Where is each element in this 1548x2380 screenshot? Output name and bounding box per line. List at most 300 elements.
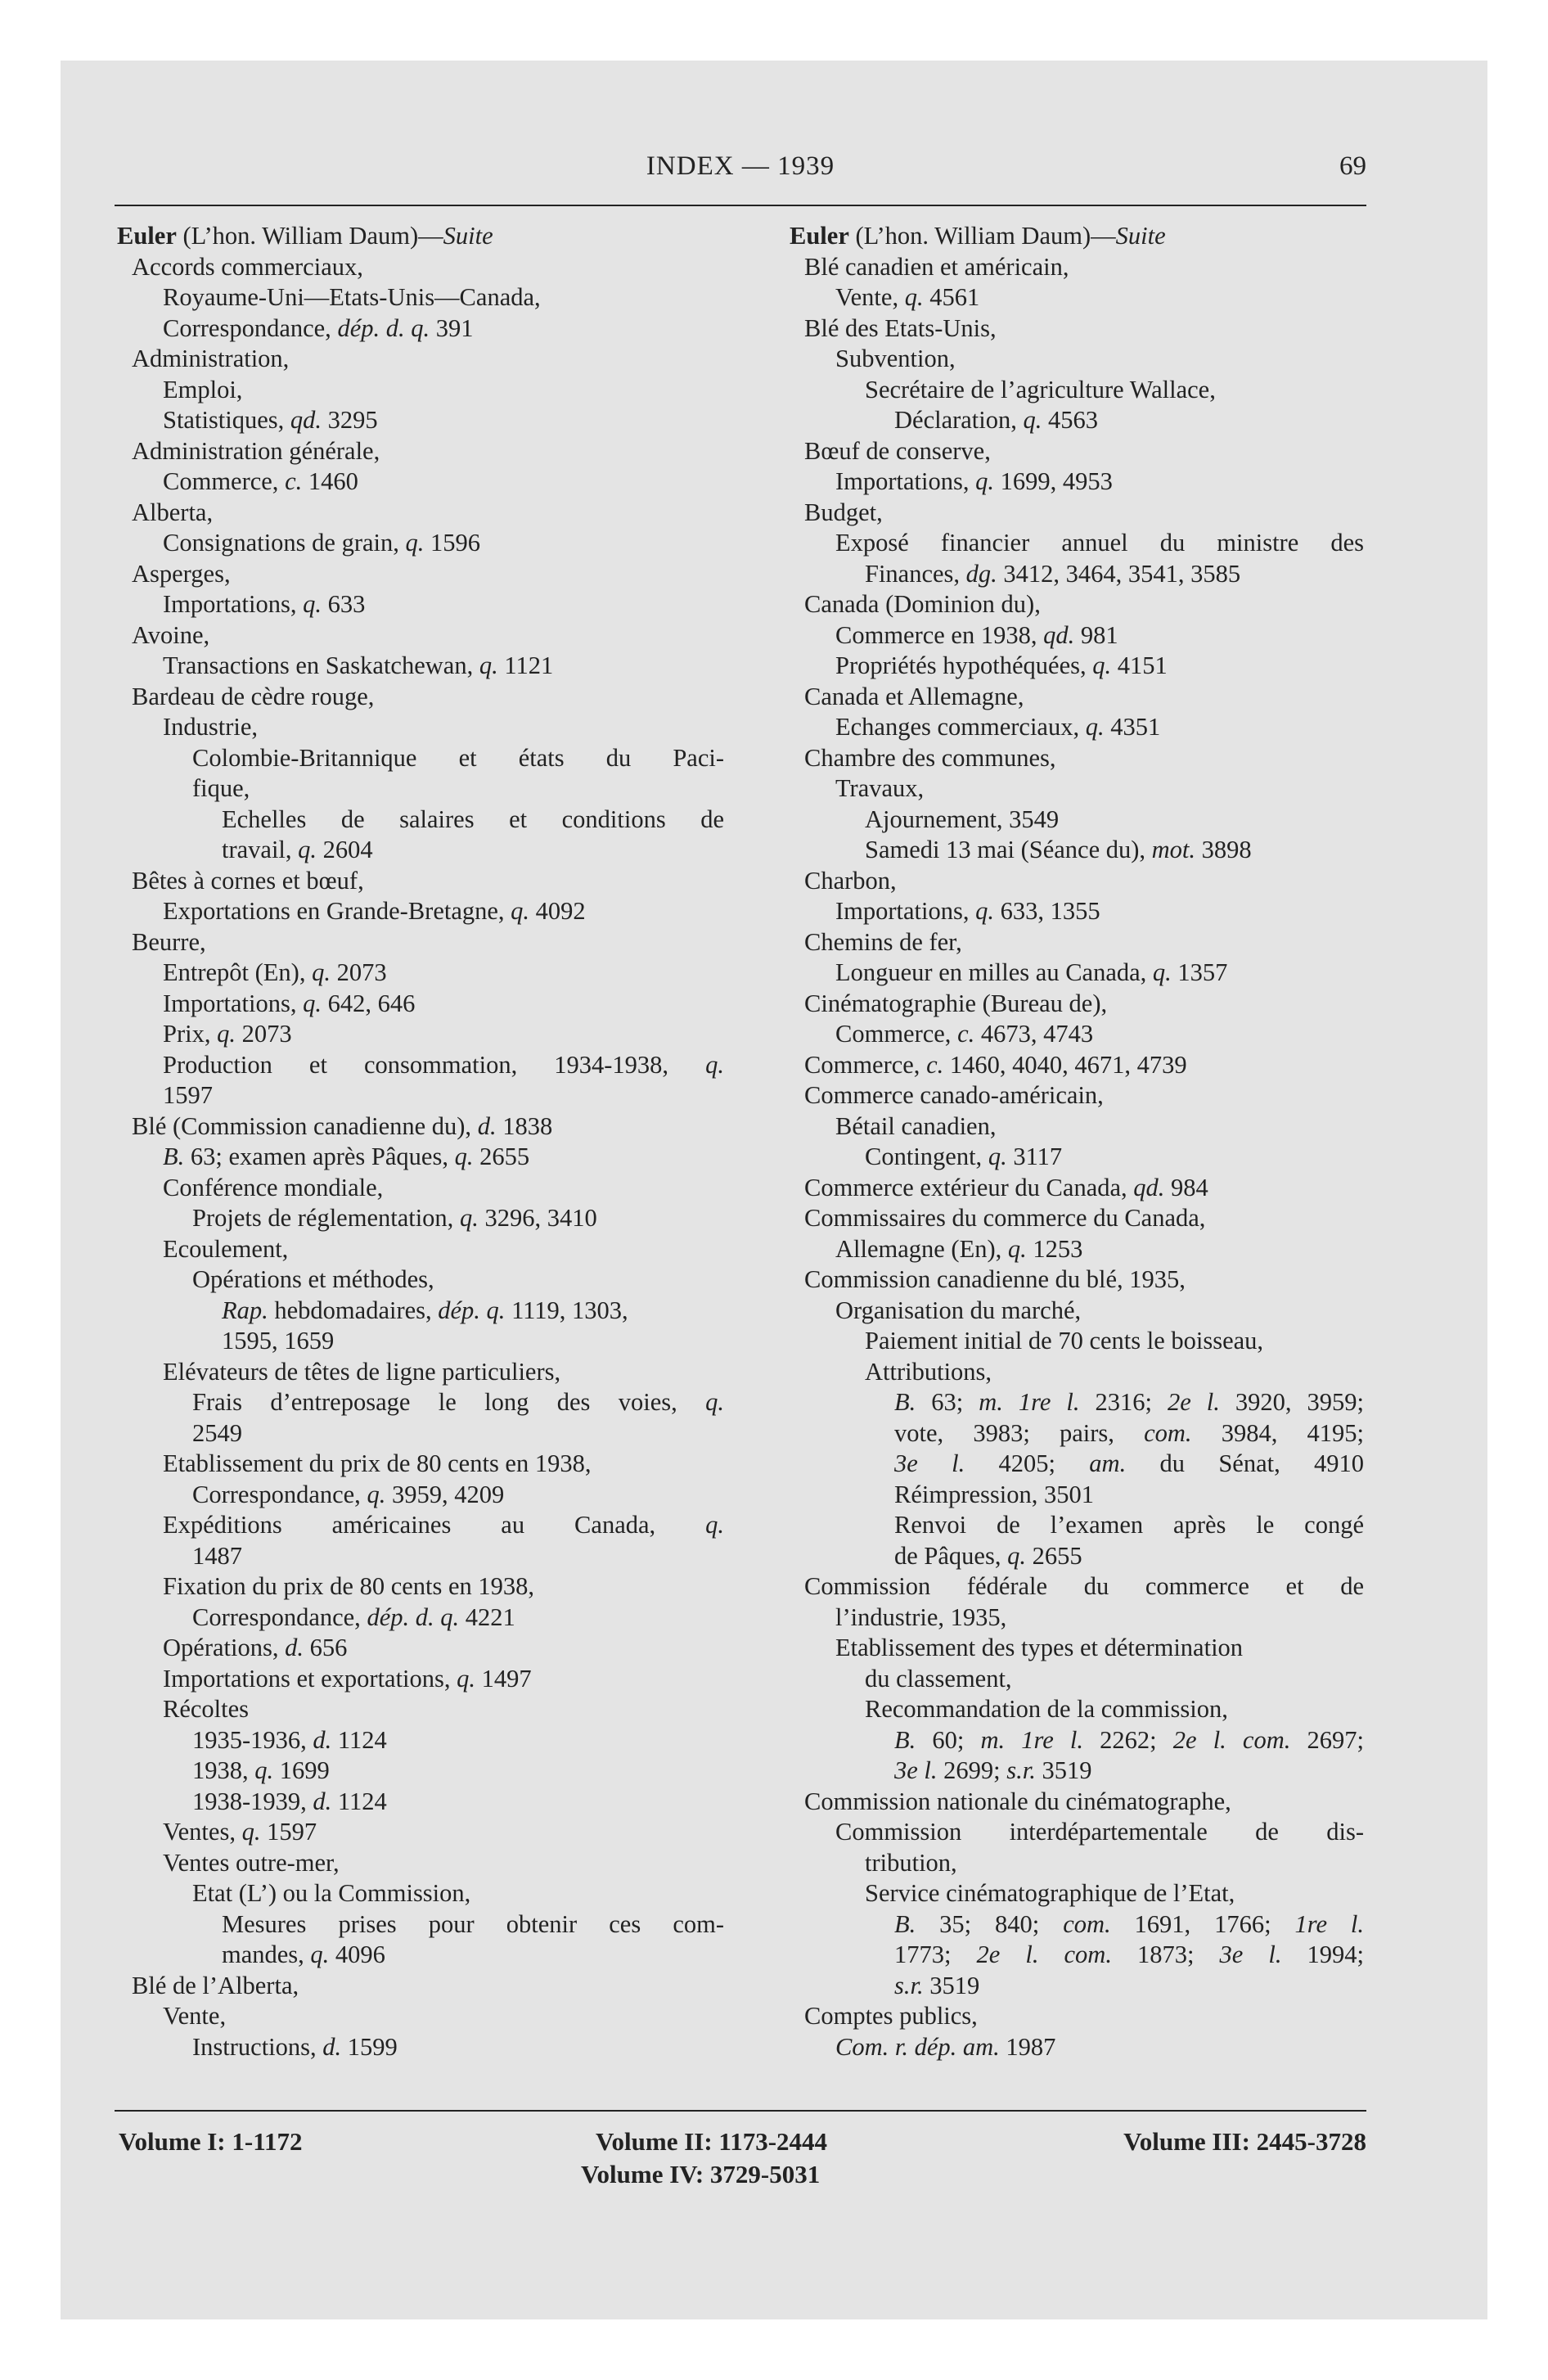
index-entry [117,528,739,559]
abbreviation: q. [217,1020,236,1048]
entry-text: 3519 [1035,1756,1092,1784]
abbreviation: q. [975,467,994,495]
entry-text: Importations et exportations, [163,1664,457,1693]
abbreviation: q. [705,1388,724,1416]
index-entry [790,1878,1379,1909]
index-entry [117,743,739,774]
entry-text: Paiement initial de 70 cents le boisseau, [865,1327,1264,1355]
entry-text: 1938-1939, [192,1787,313,1815]
index-entry [790,1510,1379,1541]
index-entry [117,282,739,313]
entry-text: 1994; [1281,1941,1364,1968]
abbreviation: d. [313,1787,332,1815]
entry-text: Frais d’entreposage le long des voies, [192,1388,706,1416]
entry-text: 981 [1074,620,1118,649]
entry-text: Bœuf de conserve, [804,436,991,465]
entry-text: Ventes, [163,1818,242,1846]
index-entry [790,1357,1379,1388]
abbreviation: m. 1re l. [979,1388,1080,1416]
index-column-left [117,221,739,2062]
abbreviation: com. [1063,1909,1111,1938]
entry-text: Correspondance, [192,1602,367,1631]
entry-text: Bêtes à cornes et bœuf, [132,866,364,895]
entry-text: 2262; [1083,1725,1173,1754]
index-entry [790,743,1379,774]
index-entry [790,313,1379,345]
index-entry [117,958,739,989]
abbreviation: q. [1092,651,1112,679]
entry-text: Chambre des communes, [804,743,1056,772]
entry-text: Vente, [835,283,905,311]
entry-text: Finances, [865,559,966,588]
abbreviation: c. [957,1020,975,1048]
entry-text: l’industrie, 1935, [835,1602,1007,1631]
index-heading [790,221,1379,252]
entry-text: Opérations et méthodes, [192,1265,434,1293]
index-entry [117,1602,739,1634]
entry-text: Prix, [163,1020,218,1048]
index-entry [117,1725,739,1756]
entry-text: Commerce extérieur du Canada, [804,1173,1134,1201]
entry-text: Samedi 13 mai (Séance du), [865,836,1152,863]
entry-text: Commerce en 1938, [835,620,1044,649]
entry-text: Importations, [163,590,304,618]
entry-text: Etablissement du prix de 80 cents en 1938, [163,1449,592,1477]
index-entry [790,498,1379,529]
entry-text: 1595, 1659 [222,1327,335,1355]
entry-text: Commission interdépartementale de dis- [835,1818,1364,1846]
footer-rule [115,2110,1366,2112]
entry-text: 3117 [1006,1143,1063,1170]
entry-text: Commerce, [163,467,286,495]
index-entry [117,1234,739,1265]
entry-text: 1497 [475,1664,532,1693]
index-entry [117,1756,739,1787]
entry-text: de Pâques, [894,1541,1008,1570]
index-entry [117,805,739,836]
index-entry [117,1111,739,1143]
index-entry [790,1326,1379,1357]
index-entry [790,1050,1379,1081]
index-entry [790,467,1379,498]
index-entry [790,1264,1379,1296]
index-entry [790,1725,1379,1756]
entry-text: Bétail canadien, [835,1111,997,1140]
entry-text: 4351 [1104,713,1161,741]
abbreviation: q. [904,283,924,311]
abbreviation: q. [298,836,317,863]
entry-text: Etablissement des types et détermination [835,1634,1244,1661]
abbreviation: q. [454,1143,474,1170]
index-entry [790,1694,1379,1725]
entry-text: 1460, 4040, 4671, 4739 [943,1050,1187,1079]
entry-text: Subvention, [835,345,956,372]
entry-text: 1987 [999,2032,1056,2061]
index-entry [790,651,1379,682]
index-entry [790,682,1379,713]
index-entry [117,1264,739,1296]
index-entry [790,1664,1379,1695]
volume-range-1: Volume I: 1-1172 [119,2127,303,2156]
entry-text: Importations, [835,467,976,495]
index-entry [790,1571,1379,1602]
entry-text: 1124 [331,1787,387,1815]
index-entry [790,927,1379,958]
abbreviation: q. [312,958,331,986]
entry-text: Récoltes [163,1695,250,1723]
abbreviation: q. [1007,1541,1026,1570]
index-entry [117,1418,739,1449]
index-entry [117,589,739,620]
entry-text: Propriétés hypothéquées, [835,651,1093,679]
index-entry [117,1633,739,1664]
abbreviation: d. [313,1725,332,1754]
index-entry [117,1817,739,1848]
entry-text: Canada (Dominion du), [804,590,1041,618]
index-entry [117,375,739,406]
index-entry [117,989,739,1020]
entry-text: Exportations en Grande-Bretagne, [163,897,511,925]
abbreviation: q. [479,651,498,679]
entry-text: Vente, [163,2002,227,2030]
index-entry [790,1111,1379,1143]
entry-text: 3412, 3464, 3541, 3585 [997,559,1241,588]
entry-text: 1487 [192,1541,242,1570]
index-entry [117,436,739,467]
index-entry [117,1971,739,2002]
entry-text: Commission fédérale du commerce et de [804,1572,1364,1600]
index-entry [117,1510,739,1541]
entry-text: 3296, 3410 [478,1204,597,1232]
entry-text: 3920, 3959; [1219,1388,1365,1416]
entry-text: Commission nationale du cinématographe, [804,1787,1231,1815]
page-header [115,151,1366,192]
entry-text: Secrétaire de l’agriculture Wallace, [865,375,1216,403]
entry-text: Mesures prises pour obtenir ces com- [222,1909,724,1938]
abbreviation: q. [1152,958,1172,986]
running-title: INDEX — 1939 [646,151,835,181]
index-entry [790,2001,1379,2032]
volume-range-3: Volume III: 2445-3728 [1123,2127,1366,2156]
index-entry [117,1787,739,1818]
entry-text: Blé des Etats-Unis, [804,313,997,342]
entry-text: Allemagne (En), [835,1234,1008,1263]
abbreviation: B. [163,1143,185,1170]
index-entry [790,866,1379,897]
index-entry [790,1142,1379,1173]
entry-text: 4151 [1111,651,1168,679]
entry-text: Colombie-Britannique et états du Paci- [192,743,724,772]
index-entry [790,1848,1379,1879]
index-entry [117,2001,739,2032]
index-entry [117,651,739,682]
abbreviation: am. [1089,1449,1127,1477]
abbreviation: B. [894,1388,916,1416]
index-entry [790,344,1379,375]
index-entry [117,344,739,375]
entry-text: 1460 [302,467,358,495]
abbreviation: q. [975,897,994,925]
index-entry [117,927,739,958]
entry-text: 4563 [1042,406,1099,434]
entry-text: Recommandation de la commission, [865,1695,1228,1723]
index-entry [117,405,739,436]
entry-text: 633, 1355 [994,897,1100,925]
index-entry [790,1173,1379,1204]
abbreviation: Rap. [222,1296,268,1324]
entry-text: Etat (L’) ou la Commission, [192,1879,471,1907]
index-entry [790,1480,1379,1511]
abbreviation: B. [894,1909,916,1938]
heading-name: Euler [790,222,849,250]
entry-text: 2655 [1025,1541,1082,1570]
abbreviation: B. [894,1725,916,1754]
index-entry [790,1203,1379,1234]
index-entry [790,1296,1379,1327]
entry-text: fique, [192,774,250,802]
entry-text: Administration, [132,345,290,372]
entry-text: Bardeau de cèdre rouge, [132,682,375,710]
index-entry [790,282,1379,313]
abbreviation: q. [254,1756,274,1784]
abbreviation: q. [459,1204,479,1232]
index-entry [117,1173,739,1204]
entry-text: du classement, [865,1664,1012,1693]
index-entry [117,1878,739,1909]
entry-text: Déclaration, [894,406,1024,434]
entry-text: 1699, 4953 [994,467,1113,495]
index-entry [790,1418,1379,1449]
entry-text: 2697; [1290,1725,1364,1754]
entry-text: Organisation du marché, [835,1296,1082,1324]
index-entry [790,436,1379,467]
entry-text: tribution, [865,1848,957,1877]
index-entry [117,773,739,805]
entry-text: 1935-1936, [192,1725,313,1754]
index-entry [117,1571,739,1602]
entry-text: Emploi, [163,375,243,403]
entry-text: 1838 [496,1111,553,1140]
index-entry [790,1080,1379,1111]
entry-text: 2549 [192,1418,242,1447]
entry-text: Travaux, [835,774,925,802]
index-entry [117,1357,739,1388]
abbreviation: d. [285,1634,304,1661]
entry-text: Industrie, [163,713,259,741]
entry-text: 633 [322,590,366,618]
index-entry [117,896,739,927]
abbreviation: com. [1144,1418,1192,1447]
abbreviation: 3e l. [1219,1941,1282,1968]
abbreviation: d. [477,1111,497,1140]
index-entry [790,1940,1379,1971]
index-entry [117,682,739,713]
index-entry [117,712,739,743]
entry-text: travail, [222,836,299,863]
entry-text: Longueur en milles au Canada, [835,958,1153,986]
index-entry [117,2032,739,2063]
index-entry [790,1787,1379,1818]
abbreviation: q. [303,989,322,1017]
index-entry [790,958,1379,989]
index-entry [790,1541,1379,1572]
volume-range-2: Volume II: 1173-2444 [596,2127,828,2156]
abbreviation: m. 1re l. [980,1725,1084,1754]
index-entry [117,1080,739,1111]
entry-text: Expéditions américaines au Canada, [163,1511,706,1539]
entry-text: Charbon, [804,866,897,895]
index-entry [790,1817,1379,1848]
entry-text: 4673, 4743 [974,1020,1094,1048]
entry-text: 4561 [923,283,980,311]
entry-text: Ventes outre-mer, [163,1848,340,1877]
abbreviation: 2e l. com. [1172,1725,1291,1754]
index-entry [117,467,739,498]
entry-text: 2073 [235,1020,292,1048]
index-entry [117,559,739,590]
index-entry [790,1019,1379,1050]
abbreviation: 3e l. [894,1756,938,1784]
index-entry [790,1449,1379,1480]
entry-text: 60; [916,1725,981,1754]
entry-text: (L’hon. William Daum)— [176,222,443,250]
entry-text: Echelles de salaires et conditions de [222,805,724,833]
index-entry [117,1940,739,1971]
index-entry [117,1664,739,1695]
entry-text: Accords commerciaux, [132,252,363,281]
volume-range-4: Volume IV: 3729-5031 [581,2160,821,2188]
abbreviation: d. [322,2032,342,2061]
index-heading [117,221,739,252]
index-entry [117,1203,739,1234]
entry-text: 63; [916,1388,979,1416]
entry-text: 1596 [424,529,480,557]
entry-text: Administration générale, [132,436,380,465]
entry-text: Instructions, [192,2032,323,2061]
entry-text: 391 [430,313,474,342]
entry-text: Ajournement, 3549 [865,805,1060,833]
index-entry [117,1480,739,1511]
entry-text: 1124 [331,1725,387,1754]
entry-text: Entrepôt (En), [163,958,313,986]
entry-text: 3959, 4209 [385,1480,505,1508]
abbreviation: q. [310,1941,330,1968]
entry-text: Royaume-Uni—Etats-Unis—Canada, [163,283,541,311]
entry-text: Commission canadienne du blé, 1935, [804,1265,1186,1293]
index-entry [790,896,1379,927]
index-entry [790,1756,1379,1787]
entry-text: 2604 [317,836,373,863]
entry-text: 1357 [1171,958,1228,986]
entry-text: 63; examen après Pâques, [184,1143,455,1170]
index-entry [117,620,739,651]
entry-text: Ecoulement, [163,1234,289,1263]
abbreviation: 3e l. [894,1449,965,1477]
index-entry [117,1449,739,1480]
index-entry [790,1633,1379,1664]
entry-text: 2073 [330,958,387,986]
index-entry [790,375,1379,406]
entry-text: 35; 840; [916,1909,1064,1938]
entry-text: Opérations, [163,1634,286,1661]
abbreviation: q. [457,1664,476,1693]
entry-text: Statistiques, [163,406,290,434]
entry-text: 1121 [497,651,554,679]
abbreviation: q. [1007,1234,1027,1263]
entry-text: Asperges, [132,559,231,588]
entry-text: Blé de l’Alberta, [132,1971,299,1999]
entry-text: Canada et Allemagne, [804,682,1024,710]
entry-text: 4221 [459,1602,515,1631]
abbreviation: q. [303,590,322,618]
index-entry [117,1296,739,1327]
index-entry [790,589,1379,620]
entry-text: 2699; [937,1756,1007,1784]
index-entry [790,805,1379,836]
index-entry [790,1234,1379,1265]
entry-text: Comptes publics, [804,2002,978,2030]
entry-text: 642, 646 [322,989,416,1017]
entry-text: 1699 [273,1756,330,1784]
entry-text: Echanges commerciaux, [835,713,1086,741]
abbreviation: Suite [443,222,493,250]
abbreviation: dép. d. q. [337,313,430,342]
index-entry [790,773,1379,805]
index-entry [117,1142,739,1173]
index-entry [117,1848,739,1879]
index-entry [790,559,1379,590]
entry-text: Importations, [835,897,976,925]
abbreviation: q. [511,897,530,925]
index-column-right [790,221,1379,2062]
index-entry [790,1909,1379,1941]
entry-text: 3519 [923,1971,980,1999]
index-entry [790,835,1379,866]
entry-text: Commerce, [835,1020,958,1048]
abbreviation: dg. [965,559,997,588]
entry-text: 3984, 4195; [1191,1418,1364,1447]
index-entry [117,252,739,283]
entry-text: Elévateurs de têtes de ligne particuliers, [163,1357,561,1386]
entry-text: Commerce canado-américain, [804,1081,1104,1109]
index-entry [117,313,739,345]
entry-text: Conférence mondiale, [163,1173,384,1201]
abbreviation: qd. [1133,1173,1165,1201]
index-entry [790,2032,1379,2063]
entry-text: Fixation du prix de 80 cents en 1938, [163,1572,535,1600]
entry-text: Beurre, [132,927,206,956]
abbreviation: q. [241,1818,261,1846]
abbreviation: Com. r. dép. am. [835,2032,1000,2061]
entry-text: 1691, 1766; [1110,1909,1295,1938]
abbreviation: Suite [1115,222,1166,250]
entry-text: 1597 [260,1818,317,1846]
entry-text: 4092 [529,897,586,925]
entry-text: Service cinématographique de l’Etat, [865,1879,1235,1907]
abbreviation: 2e l. [1168,1388,1220,1416]
abbreviation: s.r. [894,1971,924,1999]
entry-text: 1873; [1111,1941,1220,1968]
index-entry [790,1387,1379,1418]
entry-text: Avoine, [132,620,210,649]
index-entry [117,1050,739,1081]
entry-text: Blé (Commission canadienne du), [132,1111,478,1140]
entry-text: Commissaires du commerce du Canada, [804,1204,1206,1232]
index-entry [790,1602,1379,1634]
entry-text: hebdomadaires, [268,1296,439,1324]
entry-text: 656 [303,1634,348,1661]
index-entry [790,528,1379,559]
